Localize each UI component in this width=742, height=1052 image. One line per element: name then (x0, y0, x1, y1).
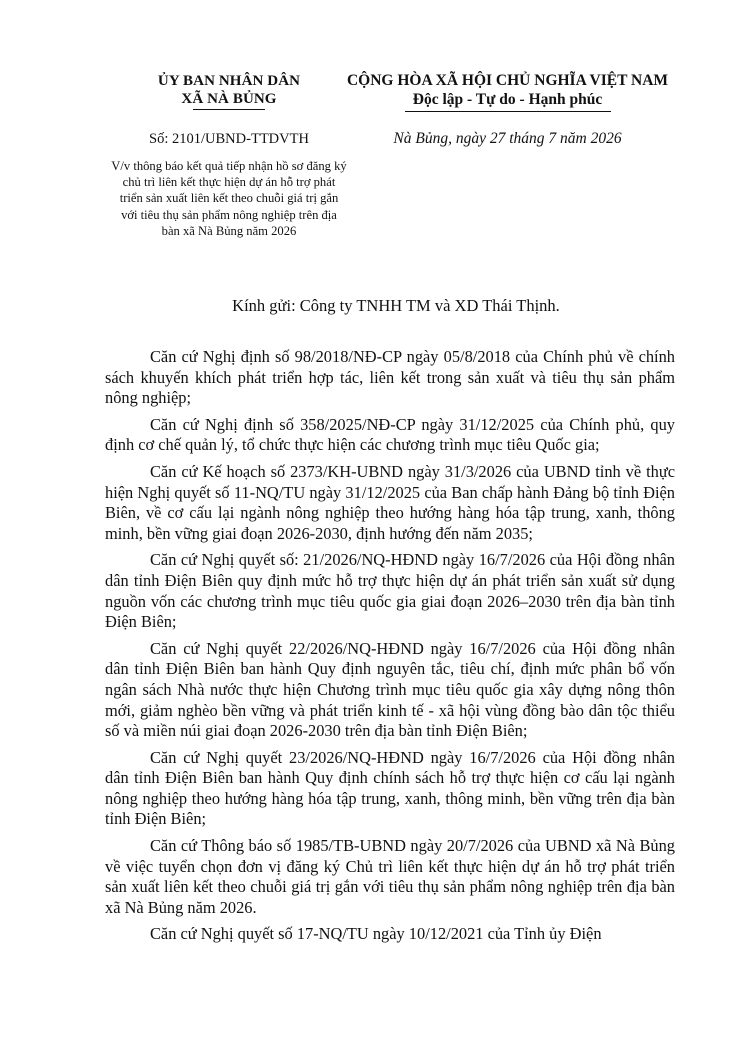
issuing-authority (98, 72, 360, 108)
body-paragraph: Căn cứ Kế hoạch số 2373/KH-UBND ngày 31/3/2026 của UBND tỉnh về thực hiện Nghị quyết số 11-NQ/TU ngày 31/12/2025 của Ban chấp hành Đảng bộ tỉnh Điện Biên, về cơ cấu lại ngành nông nghiệp theo hướng hàng hóa tập trung, xanh, thông minh, bền vững giai đoạn 2026-2030, định hướng đến năm 2035; (105, 461, 675, 543)
document-subject: V/v thông báo kết quả tiếp nhận hồ sơ đăng ký chủ trì liên kết thực hiện dự án hỗ trợ phát triển sản xuất liên kết theo chuỗi giá trị gắn với tiêu thụ sản phẩm nông nghiệp trên địa bàn xã Nà Bủng năm 2026 (111, 159, 347, 238)
body-paragraph: Căn cứ Thông báo số 1985/TB-UBND ngày 20/7/2026 của UBND xã Nà Bủng về việc tuyển chọn đơn vị đăng ký Chủ trì liên kết thực hiện dự án hỗ trợ phát triển sản xuất liên kết theo chuỗi giá trị gắn với tiêu thụ sản phẩm nông nghiệp trên địa bàn xã Nà Bủng năm 2026. (105, 836, 675, 917)
authority-line-2: XÃ NÀ BỦNG (181, 91, 277, 107)
authority-line-1: ỦY BAN NHÂN DÂN (157, 73, 301, 89)
recipient-line: Kính gửi: Công ty TNHH TM và XD Thái Thịnh. (232, 296, 560, 315)
authority-underline (193, 109, 265, 110)
national-motto: Độc lập - Tự do - Hạnh phúc (412, 91, 603, 108)
body-paragraph: Căn cứ Nghị quyết số 17-NQ/TU ngày 10/12/2021 của Tỉnh ủy Điện (150, 924, 602, 944)
place-and-date: Nà Bủng, ngày 27 tháng 7 năm 2026 (393, 130, 622, 147)
body-paragraph: Căn cứ Nghị quyết số: 21/2026/NQ-HĐND ngày 16/7/2026 của Hội đồng nhân dân tỉnh Điện Biên quy định mức hỗ trợ thực hiện dự án phát triển sản xuất sử dụng nguồn vốn các chương trình mục tiêu quốc gia giai đoạn 2026–2030 trên địa bàn tỉnh Điện Biên; (105, 550, 675, 632)
body-paragraph: Căn cứ Nghị định số 98/2018/NĐ-CP ngày 05/8/2018 của Chính phủ về chính sách khuyến khích phát triển hợp tác, liên kết trong sản xuất và tiêu thụ sản phẩm nông nghiệp; (105, 347, 675, 408)
national-title: CỘNG HÒA XÃ HỘI CHỦ NGHĨA VIỆT NAM (346, 72, 669, 89)
motto-underline (405, 111, 611, 112)
document-body (105, 347, 675, 951)
body-paragraph: Căn cứ Nghị quyết 23/2026/NQ-HĐND ngày 16/7/2026 của Hội đồng nhân dân tỉnh Điện Biên ban hành Quy định chính sách hỗ trợ thực hiện cơ cấu lại ngành nông nghiệp theo hướng hàng hóa tập trung, xanh, thông minh, bền vững trên địa bàn tỉnh Điện Biên; (105, 747, 675, 829)
body-paragraph: Căn cứ Nghị định số 358/2025/NĐ-CP ngày 31/12/2025 của Chính phủ, quy định cơ chế quản lý, tổ chức thực hiện các chương trình mục tiêu Quốc gia; (105, 414, 675, 455)
national-header-block (325, 72, 690, 148)
body-paragraph: Căn cứ Nghị quyết 22/2026/NQ-HĐND ngày 16/7/2026 của Hội đồng nhân dân tỉnh Điện Biên ban hành Quy định nguyên tắc, tiêu chí, định mức phân bổ vốn ngân sách Nhà nước thực hiện Chương trình mục tiêu quốc gia xây dựng nông thôn mới, giảm nghèo bền vững và phát triển kinh tế - xã hội vùng đồng bào dân tộc thiểu số và miền núi giai đoạn 2026-2030 trên địa bàn tỉnh Điện Biên; (105, 638, 675, 741)
document-number: Số: 2101/UBND-TTDVTH (149, 131, 309, 147)
issuing-authority-block (98, 72, 360, 239)
